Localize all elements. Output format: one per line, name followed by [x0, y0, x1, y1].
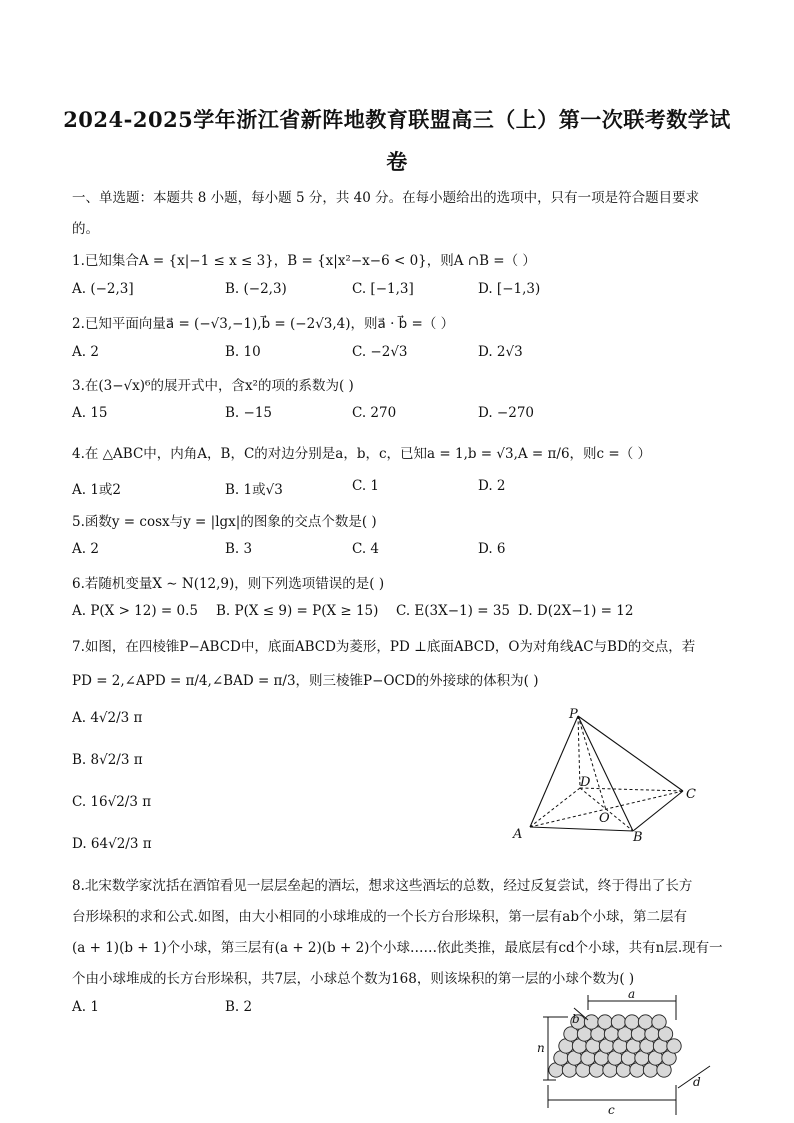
question-2-option-c[interactable]: C. −2√3 — [352, 344, 408, 360]
question-1-option-c[interactable]: C. [−1,3] — [352, 281, 414, 297]
page-title: 2024-2025学年浙江省新阵地教育联盟高三（上）第一次联考数学试 — [63, 107, 731, 132]
question-1-option-b[interactable]: B. (−2,3) — [225, 281, 287, 297]
edge-pc — [578, 716, 683, 791]
question-7-stem: 7.如图，在四棱锥P−ABCD中，底面ABCD为菱形，PD ⊥底面ABCD，O为对角线AC与BD的交点，若 — [72, 639, 696, 655]
ball — [652, 1015, 666, 1029]
question-4-option-a[interactable]: A. 1或2 — [72, 482, 122, 498]
question-6-option-b[interactable]: B. P(X ≤ 9) = P(X ≥ 15) — [216, 603, 379, 619]
label-p: P — [569, 707, 578, 722]
question-4-stem: 4.在 △ABC中，内角A，B，C的对边分别是a，b，c，已知a = 1,b = √3,A = π/6，则c =（ ） — [72, 446, 652, 462]
question-3-option-b[interactable]: B. −15 — [225, 405, 272, 421]
ball-stack — [549, 1015, 681, 1077]
question-6-option-c[interactable]: C. E(3X−1) = 35 — [396, 603, 510, 619]
question-8-stem-line2: 台形垛积的求和公式.如图，由大小相同的小球堆成的一个长方台形垛积，第一层有ab个小球，第二层有 — [72, 909, 687, 925]
question-8-stem-line3: (a + 1)(b + 1)个小球，第三层有(a + 2)(b + 2)个小球……依此类推，最底层有cd个小球，共有n层.现有一 — [72, 940, 723, 956]
question-4-option-c[interactable]: C. 1 — [352, 478, 380, 494]
label-d: d — [693, 1075, 701, 1089]
question-7-option-d[interactable]: D. 64√2/3 π — [72, 836, 152, 852]
question-5-option-a[interactable]: A. 2 — [72, 541, 99, 557]
question-3-option-a[interactable]: A. 15 — [72, 405, 108, 421]
page-title-continued: 卷 — [386, 149, 408, 174]
question-6-option-d[interactable]: D. D(2X−1) = 12 — [518, 603, 634, 619]
pyramid-figure — [505, 700, 720, 850]
edge-pa — [530, 716, 578, 827]
ball — [598, 1015, 612, 1029]
question-4-option-b[interactable]: B. 1或√3 — [225, 482, 283, 498]
question-5-option-b[interactable]: B. 3 — [225, 541, 253, 557]
ball — [638, 1015, 652, 1029]
question-8-stem: 8.北宋数学家沈括在酒馆看见一层层垒起的酒坛，想求这些酒坛的总数，经过反复尝试，终于得出了长方 — [72, 878, 693, 894]
label-a: A — [513, 827, 523, 842]
edge-bc — [633, 791, 683, 831]
ball — [667, 1039, 681, 1053]
question-7-option-a[interactable]: A. 4√2/3 π — [72, 710, 143, 726]
question-7-stem-continued: PD = 2,∠APD = π/4,∠BAD = π/3，则三棱锥P−OCD的外接球的体积为( ) — [72, 673, 539, 689]
question-5-option-c[interactable]: C. 4 — [352, 541, 380, 557]
ball-stack-figure — [528, 990, 724, 1118]
question-2-option-a[interactable]: A. 2 — [72, 344, 99, 360]
label-c: C — [686, 787, 696, 802]
ball — [611, 1015, 625, 1029]
question-2-option-d[interactable]: D. 2√3 — [478, 344, 523, 360]
label-b: b — [572, 1012, 580, 1026]
section-instructions: 一、单选题：本题共 8 小题，每小题 5 分，共 40 分。在每小题给出的选项中，只有一项是符合题目要求 — [72, 190, 700, 206]
question-5-stem: 5.函数y = cosx与y = |lgx|的图象的交点个数是( ) — [72, 514, 377, 530]
question-7-option-b[interactable]: B. 8√2/3 π — [72, 752, 143, 768]
question-6-stem: 6.若随机变量X ∼ N(12,9)，则下列选项错误的是( ) — [72, 576, 385, 592]
question-2-option-b[interactable]: B. 10 — [225, 344, 261, 360]
question-3-option-d[interactable]: D. −270 — [478, 405, 535, 421]
question-7-option-c[interactable]: C. 16√2/3 π — [72, 794, 152, 810]
ball — [625, 1015, 639, 1029]
question-6-option-a[interactable]: A. P(X > 12) = 0.5 — [72, 603, 198, 619]
question-5-option-d[interactable]: D. 6 — [478, 541, 506, 557]
question-3-stem: 3.在(3−√x)⁶的展开式中，含x²的项的系数为( ) — [72, 378, 354, 394]
question-8-stem-line4: 个由小球堆成的长方台形垛积，共7层，小球总个数为168，则该垛积的第一层的小球个数为( ) — [72, 971, 635, 987]
question-8-option-a[interactable]: A. 1 — [72, 999, 99, 1015]
label-b: B — [633, 830, 643, 845]
question-4-option-d[interactable]: D. 2 — [478, 478, 506, 494]
question-2-stem: 2.已知平面向量a⃗ = (−√3,−1),b⃗ = (−2√3,4)，则a⃗ · b⃗ =（ ） — [72, 316, 455, 332]
label-a: a — [628, 990, 636, 1001]
question-3-option-c[interactable]: C. 270 — [352, 405, 397, 421]
section-instructions-continued: 的。 — [72, 221, 99, 237]
question-1-stem: 1.已知集合A = {x|−1 ≤ x ≤ 3}，B = {x|x²−x−6 < 0}，则A ∩B =（ ） — [72, 253, 536, 269]
edge-da — [530, 788, 580, 827]
question-1-option-a[interactable]: A. (−2,3] — [72, 281, 134, 297]
label-n: n — [537, 1041, 545, 1055]
edge-dc — [580, 788, 683, 791]
label-c: c — [608, 1103, 615, 1117]
question-1-option-d[interactable]: D. [−1,3) — [478, 281, 541, 297]
segment-po — [578, 716, 606, 810]
question-8-option-b[interactable]: B. 2 — [225, 999, 253, 1015]
label-d: D — [580, 775, 591, 790]
edge-ab — [530, 827, 633, 831]
ball — [584, 1015, 598, 1029]
label-o: O — [599, 811, 610, 826]
